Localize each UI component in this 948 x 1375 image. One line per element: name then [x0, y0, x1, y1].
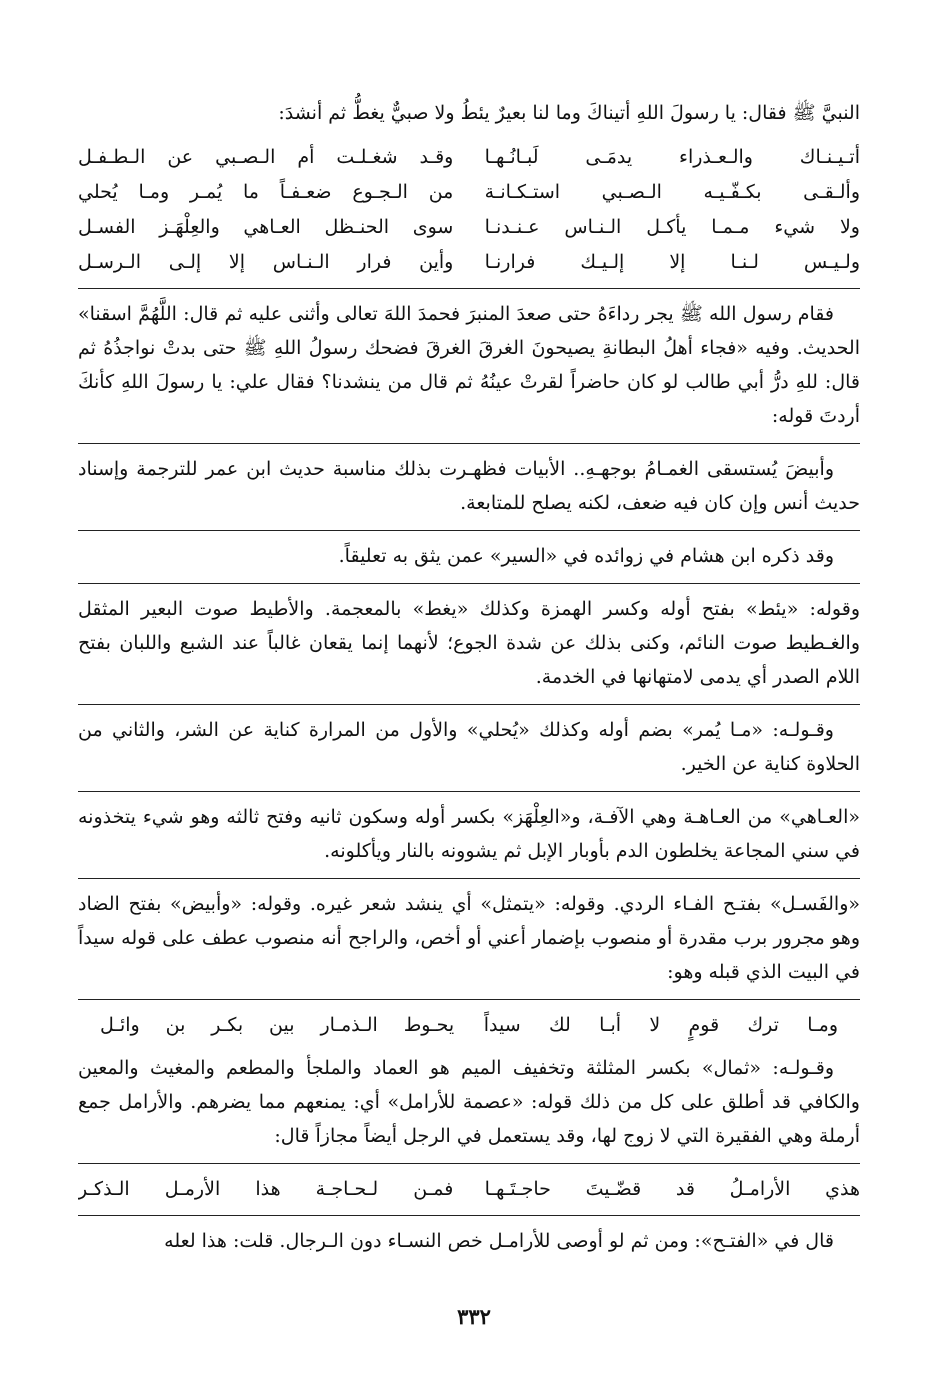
intro-line: النبيَّ ﷺ فقال: يا رسولَ اللهِ أتيناكَ وما لنا بعيرٌ يئطُ ولا صبيٌّ يغطُّ ثم أنشدَ:: [278, 102, 860, 124]
section-divider: [78, 1215, 860, 1216]
section-divider: [78, 704, 860, 705]
page-number: ٣٣٢: [457, 1304, 491, 1329]
verse-second-hemistich: من الـجـوع ضعـفـاً ما يُمـر ومـا يُحلي: [78, 181, 454, 203]
verse-single-2: [78, 1172, 860, 1207]
verse-first-hemistich: ولا شيء مـمـا يأكـل الـنـاس عـنـدنـا: [484, 216, 860, 238]
section-divider: [78, 999, 860, 1000]
verse-line-1: [78, 140, 860, 175]
paragraph-abyad: وأبيضَ يُستسقى الغمـامُ بوجهـهِ.. الأبيات فظهـرت بذلك مناسبة حديث ابن عمر للترجمة وإسناد حديث أنس وإن كان فيه ضعف، لكنه يصلح للمتابعة.: [78, 458, 860, 514]
section-divider: [78, 878, 860, 879]
verse-second-hemistich: وقـد شغـلـت أم الـصـبي عن الـطـفـل: [78, 146, 454, 168]
section-divider: [78, 443, 860, 444]
verse-line: [78, 1008, 860, 1043]
verse-second-hemistich: سوى الحنـظل العـاهي والعِلْهَـز الفسـل: [78, 216, 454, 238]
verse-line: [78, 1172, 860, 1207]
verse-line-3: [78, 210, 860, 245]
paragraph-hadith: فقام رسول الله ﷺ يجر رداءَهُ حتى صعدَ المنبرَ فحمدَ اللهَ تعالى وأثنى عليه ثم قال: اللَّهُمَّ اسقنا» الحديث. وفيه «فجاء أهلُ البطانةِ يصيحونَ الغرقَ الغرقَ فضحك رسولُ اللهِ ﷺ حتى بدتْ نواجذُهُ ثم قال: للهِ درُّ أبي طالب لو كان حاضراً لقرتْ عينُهُ ثم قال من ينشدنا؟ فقال علي: يا رسولَ اللهِ كأنكَ أردتَ قوله:: [78, 303, 860, 427]
section-divider: [78, 583, 860, 584]
paragraph-al-fasl: «والفَسـل» بفتـح الفـاء الردي. وقوله: «يتمثل» أي ينشد شعر غيره. وقوله: «وأبيض» بفتح الضاد وهو مجرور برب مقدرة أو منصوب بإضمار أعني أو أخص، والراجح أنه منصوب عطف على قوله سيداً في البيت الذي قبله وهو:: [78, 893, 860, 983]
paragraph-ibn-hisham: وقد ذكره ابن هشام في زوائده في «السير» عمن يثق به تعليقاً.: [338, 545, 834, 567]
verse-second-hemistich: يحـوط الـذمـار بين بكـر بن وائـل: [100, 1014, 455, 1036]
paragraph-fath: قال في «الفتـح»: ومن ثم لو أوصى للأرامـل خص النسـاء دون الـرجال. قلت: هذا لعله: [164, 1230, 834, 1252]
paragraph-al-ahi: «العـاهي» من العـاهـة وهي الآفـة، و«العِلْهَز» بكسر أوله وسكون ثانيه وفتح ثالثه وهو شيء يتخذونه في سني المجاعة يخلطون الدم بأوبار الإبل ثم يشوونه بالنار ويأكلونه.: [78, 806, 860, 862]
poem-block: [78, 140, 860, 280]
verse-second-hemistich: فمـن لـحـاجـة هذا الأرمـل الـذكـر: [78, 1178, 454, 1200]
verse-single-1: [78, 1008, 860, 1043]
paragraph-thimal: وقـولـه: «ثمال» بكسر المثلثة وتخفيف الميم هو العماد والملجأ والمطعم والمغيث والمعين والكافي قد أطلق على كل من ذلك قوله: «عصمة للأرامل» أي: يمنعهم مما يضرهم. والأرامل جمع أرملة وهي الفقيرة التي لا زوج لها، وقد يستعمل في الرجل أيضاً مجازاً قال:: [78, 1057, 860, 1147]
paragraph-yumirr: وقـولـه: «مـا يُمر» بضم أوله وكذلك «يُحلي» والأول من المرارة كناية عن الشر، والثاني من الحلاوة كناية عن الخير.: [78, 719, 860, 775]
verse-first-hemistich: ولـيـس لـنـا إلا إلـيـك فرارنـا: [484, 251, 860, 273]
verse-first-hemistich: وألـقـى بكـفّـيـه الـصـبي استـكـانـة: [484, 181, 860, 203]
verse-first-hemistich: هذي الأرامـلُ قد قضّـيتَ حاجـتَـهـا: [484, 1178, 860, 1200]
section-divider: [78, 530, 860, 531]
verse-first-hemistich: أتـيـنـاك والـعـذراء يدمَـى لَبـانُـهـا: [484, 146, 860, 168]
section-divider: [78, 288, 860, 289]
verse-line-2: [78, 175, 860, 210]
section-divider: [78, 1163, 860, 1164]
paragraph-yaitt: وقوله: «يئط» بفتح أوله وكسر الهمزة وكذلك «يغط» بالمعجمة. والأطيط صوت البعير المثقل والغـطيط صوت النائم، وكنى بذلك عن شدة الجوع؛ لأنهما إنما يقعان غالباً عند الشبع واللبان بفتح اللام الصدر أي يدمى لامتهانها في الخدمة.: [78, 598, 860, 688]
section-divider: [78, 791, 860, 792]
verse-second-hemistich: وأين فرار الـنـاس إلا إلـى الـرسـل: [78, 251, 454, 273]
verse-first-hemistich: ومـا ترك قومٍ لا أبـا لك سيداً: [483, 1014, 838, 1036]
verse-line-4: [78, 245, 860, 280]
